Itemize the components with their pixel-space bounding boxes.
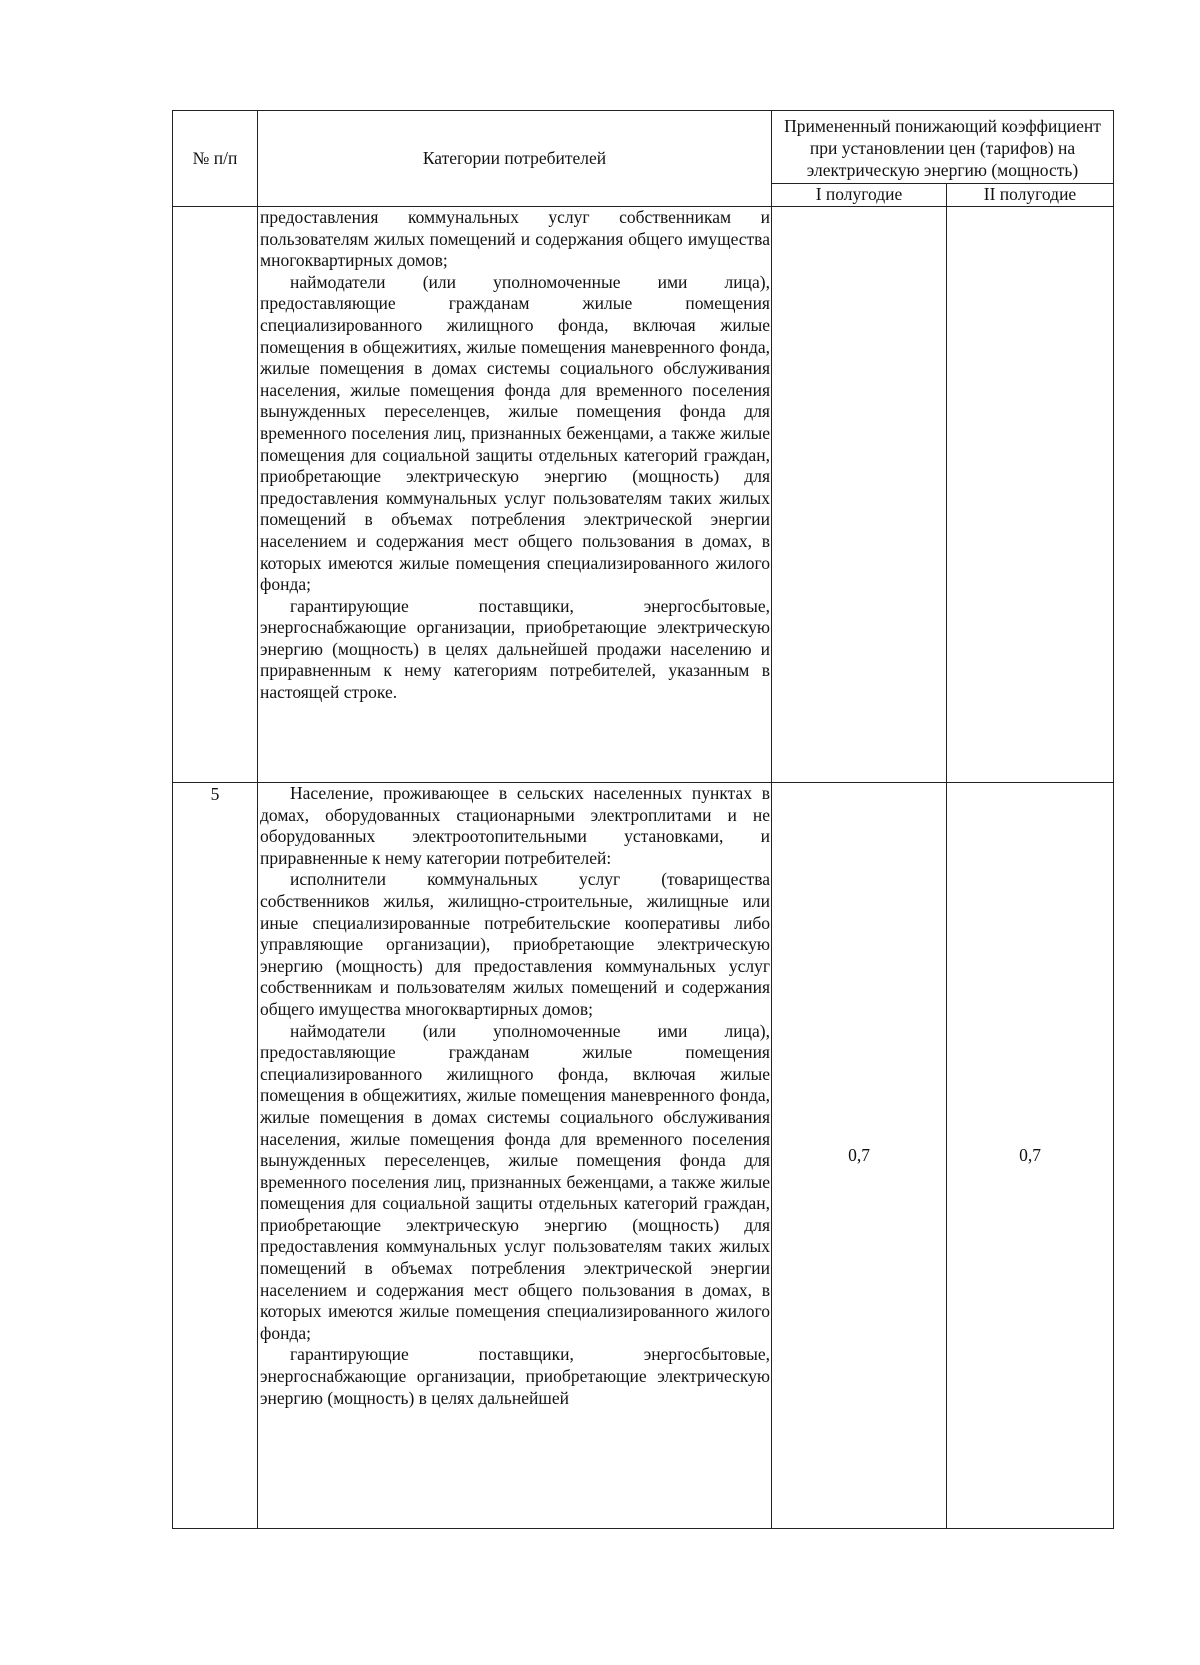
row-number: 5	[173, 783, 258, 1529]
row-category	[258, 783, 772, 1529]
header-half-2: II полугодие	[947, 184, 1114, 207]
table-row	[173, 207, 1114, 783]
header-category: Категории потребителей	[258, 111, 772, 207]
category-paragraph: Население, проживающее в сельских населенных пунктах в домах, оборудованных стационарными электроплитами и не оборудованных электроотопительными установками, и приравненные к нему категории потребителей:	[260, 783, 770, 868]
header-row	[173, 111, 1114, 184]
header-half-1: I полугодие	[772, 184, 947, 207]
row-coef-half-1	[772, 207, 947, 783]
tariff-coefficient-table	[172, 110, 1114, 1529]
category-paragraph: гарантирующие поставщики, энергосбытовые, энергоснабжающие организации, приобретающие электрическую энергию (мощность) в целях дальнейшей продажи населению и приравненным к нему категориям потребителей, указанным в настоящей строке.	[260, 595, 770, 703]
category-paragraph: наймодатели (или уполномоченные ими лица), предоставляющие гражданам жилые помещения специализированного жилищного фонда, включая жилые помещения в общежитиях, жилые помещения маневренного фонда, жилые помещения в домах системы социального обслуживания населения, жилые помещения фонда для временного поселения вынужденных переселенцев, жилые помещения фонда для временного поселения лиц, признанных беженцами, а также жилые помещения для социальной защиты отдельных категорий граждан, приобретающие электрическую энергию (мощность) для предоставления коммунальных услуг пользователям таких жилых помещений в объемах потребления электрической энергии населением и содержания мест общего пользования в домах, в которых имеются жилые помещения специализированного жилого фонда;	[260, 271, 770, 595]
row-coef-half-1: 0,7	[772, 783, 947, 1529]
table-row	[173, 783, 1114, 1529]
category-paragraph: исполнители коммунальных услуг (товарищества собственников жилья, жилищно-строительные, жилищные или иные специализированные потребительские кооперативы либо управляющие организации), приобретающие электрическую энергию (мощность) для предоставления коммунальных услуг собственникам и пользователям жилых помещений и содержания общего имущества многоквартирных домов;	[260, 869, 770, 1019]
header-number: № п/п	[173, 111, 258, 207]
row-coef-half-2	[947, 207, 1114, 783]
category-paragraph: предоставления коммунальных услуг собственникам и пользователям жилых помещений и содержания общего имущества многоквартирных домов;	[260, 207, 770, 271]
category-paragraph: наймодатели (или уполномоченные ими лица), предоставляющие гражданам жилые помещения специализированного жилищного фонда, включая жилые помещения в общежитиях, жилые помещения маневренного фонда, жилые помещения в домах системы социального обслуживания населения, жилые помещения фонда для временного поселения вынужденных переселенцев, жилые помещения фонда для временного поселения лиц, признанных беженцами, а также жилые помещения для социальной защиты отдельных категорий граждан, приобретающие электрическую энергию (мощность) для предоставления коммунальных услуг пользователям таких жилых помещений в объемах потребления электрической энергии населением и содержания мест общего пользования в домах, в которых имеются жилые помещения специализированного жилого фонда;	[260, 1020, 770, 1343]
header-coefficient: Примененный понижающий коэффициент при установлении цен (тарифов) на электрическую энергию (мощность)	[772, 111, 1114, 184]
category-paragraph: гарантирующие поставщики, энергосбытовые, энергоснабжающие организации, приобретающие электрическую энергию (мощность) в целях дальнейшей	[260, 1344, 770, 1408]
row-category	[258, 207, 772, 783]
row-coef-half-2: 0,7	[947, 783, 1114, 1529]
row-number	[173, 207, 258, 783]
